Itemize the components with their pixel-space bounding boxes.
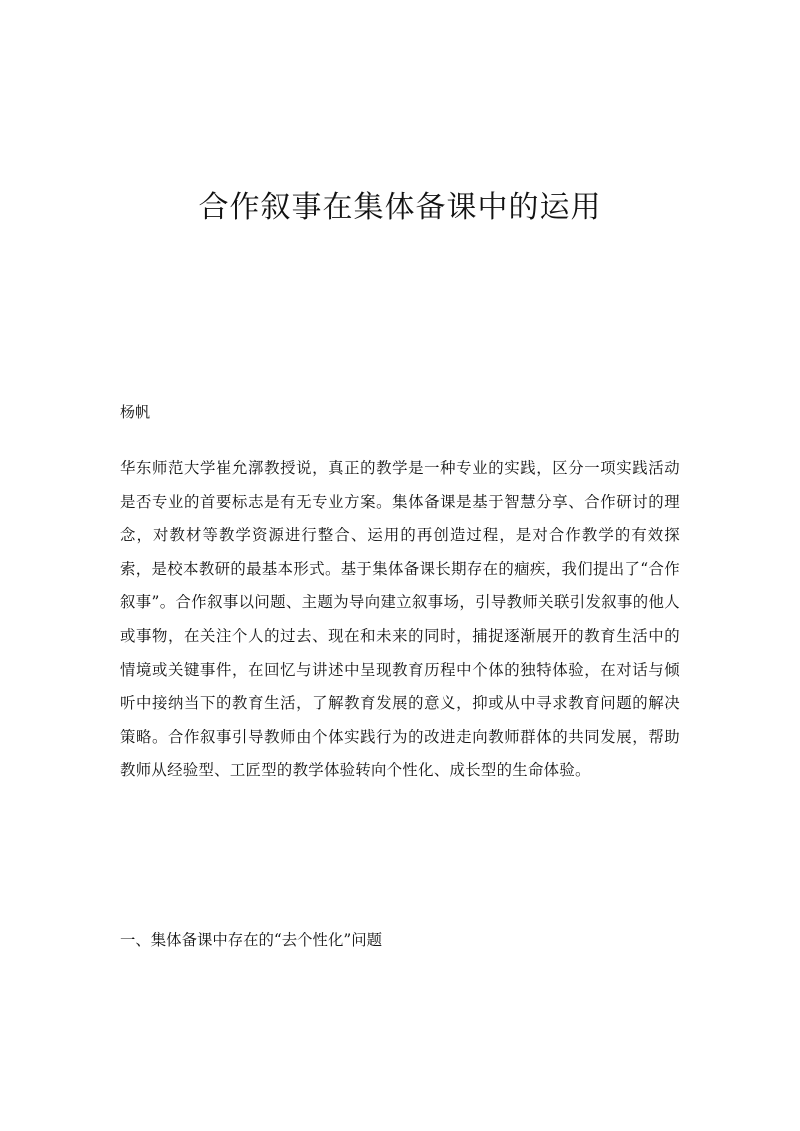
document-title: 合作叙事在集体备课中的运用 (198, 190, 602, 225)
section-heading: 一、集体备课中存在的“去个性化”问题 (120, 931, 382, 949)
body-paragraph: 华东师范大学崔允漷教授说，真正的教学是一种专业的实践，区分一项实践活动是否专业的首要标志是有无专业方案。集体备课是基于智慧分享、合作研讨的理念，对教材等教学资源进行整合、运用的再创造过程，是对合作教学的有效探索，是校本教研的最基本形式。基于集体备课长期存在的痼疾，我们提出了“合作叙事”。合作叙事以问题、主题为导向建立叙事场，引导教师关联引发叙事的他人或事物，在关注个人的过去、现在和未来的同时，捕捉逐渐展开的教育生活中的情境或关键事件，在回忆与讲述中呈现教育历程中个体的独特体验，在对话与倾听中接纳当下的教育生活，了解教育发展的意义，抑或从中寻求教育问题的解决策略。合作叙事引导教师由个体实践行为的改进走向教师群体的共同发展，帮助教师从经验型、工匠型的教学体验转向个性化、成长型的生命体验。 (120, 459, 680, 780)
author-name: 杨帆 (120, 403, 151, 421)
